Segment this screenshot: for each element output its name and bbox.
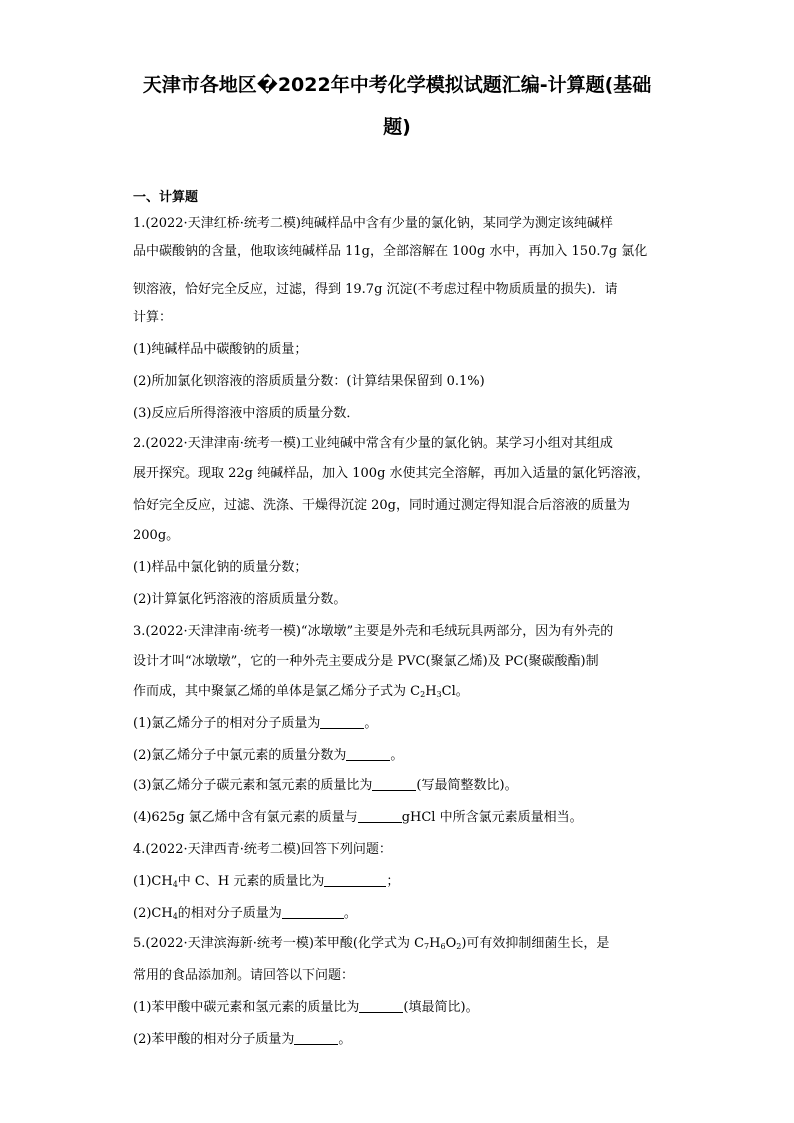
q5-subquestion-1: (1)苯甲酸中碳元素和氢元素的质量比为 (填最简比)。 xyxy=(133,1000,479,1015)
q4-subquestion-2: $(2)CH_4$的相对分子质量为 。 xyxy=(133,906,357,921)
answer-blank xyxy=(320,715,364,729)
page-title-line-2: 题) xyxy=(383,116,411,138)
q1-text-line-1: 1.(2022·天津红桥·统考二模)纯碱样品中含有少量的氯化钠，某同学为测定该纯碱样 xyxy=(133,216,613,231)
q1-subquestion-3: (3)反应后所得溶液中溶质的质量分数． xyxy=(133,406,360,421)
q3-subquestion-2: (2)氯乙烯分子中氯元素的质量分数为 。 xyxy=(133,748,404,763)
q2-text-line-1: 2.(2022·天津津南·统考一模)工业纯碱中常含有少量的氯化钠。某学习小组对其组成 xyxy=(133,436,613,451)
answer-blank xyxy=(358,809,402,823)
q4-text-line-1: 4.(2022·天津西青·统考二模)回答下列问题： xyxy=(133,842,392,857)
q3-subquestion-4: (4)625g 氯乙烯中含有氯元素的质量与 gHCl 中所含氯元素质量相当。 xyxy=(133,810,583,825)
answer-blank xyxy=(372,777,416,791)
q2-text-line-3: 恰好完全反应，过滤、洗涤、干燥得沉淀 20g，同时通过测定得知混合后溶液的质量为 xyxy=(133,498,630,513)
answer-blank xyxy=(324,873,386,887)
q2-subquestion-1: (1)样品中氯化钠的质量分数； xyxy=(133,560,308,575)
section-heading: 一、计算题 xyxy=(133,190,199,205)
q3-text-line-1: 3.(2022·天津津南·统考一模)“冰墩墩”主要是外壳和毛绒玩具两部分，因为有外壳的 xyxy=(133,624,614,639)
q1-text-line-2: 品中碳酸钠的含量，他取该纯碱样品 11g，全部溶解在 100g 水中，再加入 150.7g 氯化 xyxy=(133,244,648,259)
q5-subquestion-2: (2)苯甲酸的相对分子质量为 。 xyxy=(133,1032,352,1047)
q1-text-line-4: 计算： xyxy=(133,310,173,325)
q3-subquestion-3: (3)氯乙烯分子碳元素和氢元素的质量比为 (写最简整数比)。 xyxy=(133,778,518,793)
q3-subquestion-1: (1)氯乙烯分子的相对分子质量为 。 xyxy=(133,716,378,731)
q2-text-line-2: 展开探究。现取 22g 纯碱样品，加入 100g 水使其完全溶解，再加入适量的氯化钙溶液， xyxy=(133,466,650,481)
answer-blank xyxy=(282,905,344,919)
page-title-line-1: 天津市各地区�2022年中考化学模拟试题汇编-计算题(基础 xyxy=(142,74,652,96)
q1-subquestion-1: (1)纯碱样品中碳酸钠的质量； xyxy=(133,342,308,357)
answer-blank xyxy=(359,999,403,1013)
q5-text-line-2: 常用的食品添加剂。请回答以下问题： xyxy=(133,968,355,983)
q5-text-line-1: 5.(2022·天津滨海新·统考一模)苯甲酸(化学式为 $C_7H_6O_2$)可有效抑制细菌生长，是 xyxy=(133,936,610,951)
q4-subquestion-1: $(1)CH_4$中 C、H 元素的质量比为 ； xyxy=(133,874,400,889)
q1-text-line-3: 钡溶液，恰好完全反应，过滤，得到 19.7g 沉淀(不考虑过程中物质质量的损失)．请 xyxy=(133,282,618,297)
q2-subquestion-2: (2)计算氯化钙溶液的溶质质量分数。 xyxy=(133,592,347,607)
q3-text-line-3: 作而成，其中聚氯乙烯的单体是氯乙烯分子式为 $C_2H_3Cl$。 xyxy=(133,684,469,699)
q2-text-line-4: 200g。 xyxy=(133,528,180,543)
q1-subquestion-2: (2)所加氯化钡溶液的溶质质量分数：(计算结果保留到 0.1%) xyxy=(133,374,485,389)
answer-blank xyxy=(294,1031,338,1045)
answer-blank xyxy=(346,747,390,761)
q3-text-line-2: 设计才叫“冰墩墩”，它的一种外壳主要成分是 PVC(聚氯乙烯)及 PC(聚碳酸酯)制 xyxy=(133,654,599,669)
